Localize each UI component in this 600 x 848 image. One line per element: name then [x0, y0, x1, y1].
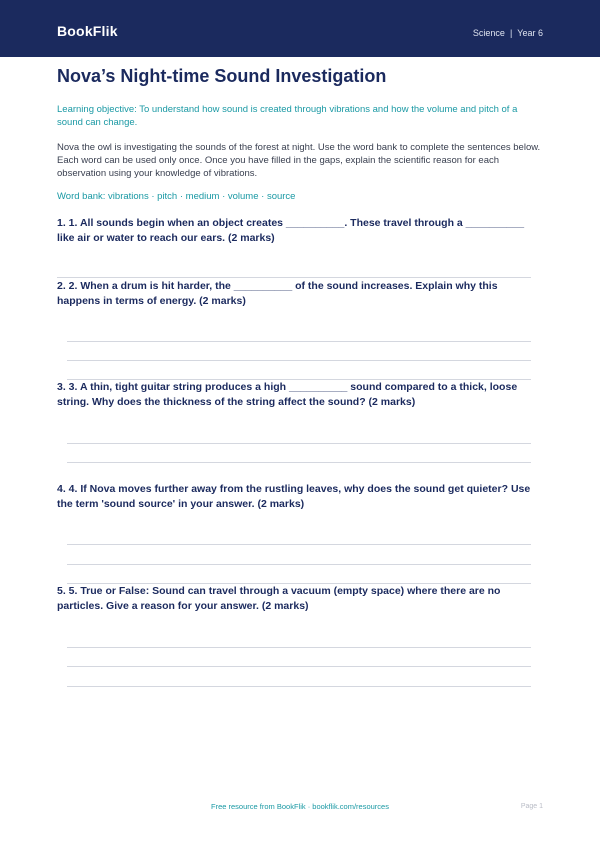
subject-label: Science	[472, 28, 505, 38]
breadcrumb-separator: |	[509, 28, 513, 38]
learning-objective: Learning objective: To understand how sound is created through vibrations and how the volume and pitch of a sound can change.	[57, 104, 518, 128]
answer-line[interactable]	[67, 666, 531, 667]
question-divider	[57, 277, 531, 278]
question-3: 3. 3. A thin, tight guitar string produces a high __________ sound compared to a thick, loose string. Why does the thickness of the string affect the sound? (2 marks)	[57, 381, 518, 408]
answer-line[interactable]	[67, 686, 531, 687]
subject-breadcrumb	[473, 28, 543, 38]
question-5: 5. 5. True or False: Sound can travel through a vacuum (empty space) where there are no particles. Give a reason for your answer. (2 marks)	[57, 585, 501, 612]
brand-logo-text[interactable]: BookFlik	[57, 23, 118, 39]
answer-line[interactable]	[67, 360, 531, 361]
answer-line[interactable]	[67, 647, 531, 648]
page-title: Nova’s Night-time Sound Investigation	[57, 66, 387, 86]
question-4: 4. 4. If Nova moves further away from the rustling leaves, why does the sound get quieter? Use the term 'sound source' in your answer. (2 marks)	[57, 483, 531, 510]
answer-line[interactable]	[67, 544, 531, 545]
header-bar	[0, 0, 600, 57]
answer-line[interactable]	[67, 462, 531, 463]
answer-line[interactable]	[67, 443, 531, 444]
question-1: 1. 1. All sounds begin when an object creates __________. These travel through a __________ like air or water to reach our ears. (2 marks)	[57, 217, 525, 244]
word-bank: Word bank: vibrations · pitch · medium · volume · source	[57, 191, 296, 202]
answer-line[interactable]	[67, 341, 531, 342]
page-number: Page 1	[520, 803, 543, 810]
question-2: 2. 2. When a drum is hit harder, the __________ of the sound increases. Explain why this happens in terms of energy. (2 marks)	[57, 280, 498, 307]
answer-line[interactable]	[67, 564, 531, 565]
intro-paragraph: Nova the owl is investigating the sounds of the forest at night. Use the word bank to complete the sentences below. Each word can be used only once. Once you have filled in the gaps, explain the scientific reason for each observation using your knowledge of vibrations.	[57, 142, 541, 179]
footer-credit[interactable]: Free resource from BookFlik · bookflik.com/resources	[211, 802, 389, 811]
year-label: Year 6	[517, 28, 543, 38]
worksheet-intro	[57, 66, 544, 202]
